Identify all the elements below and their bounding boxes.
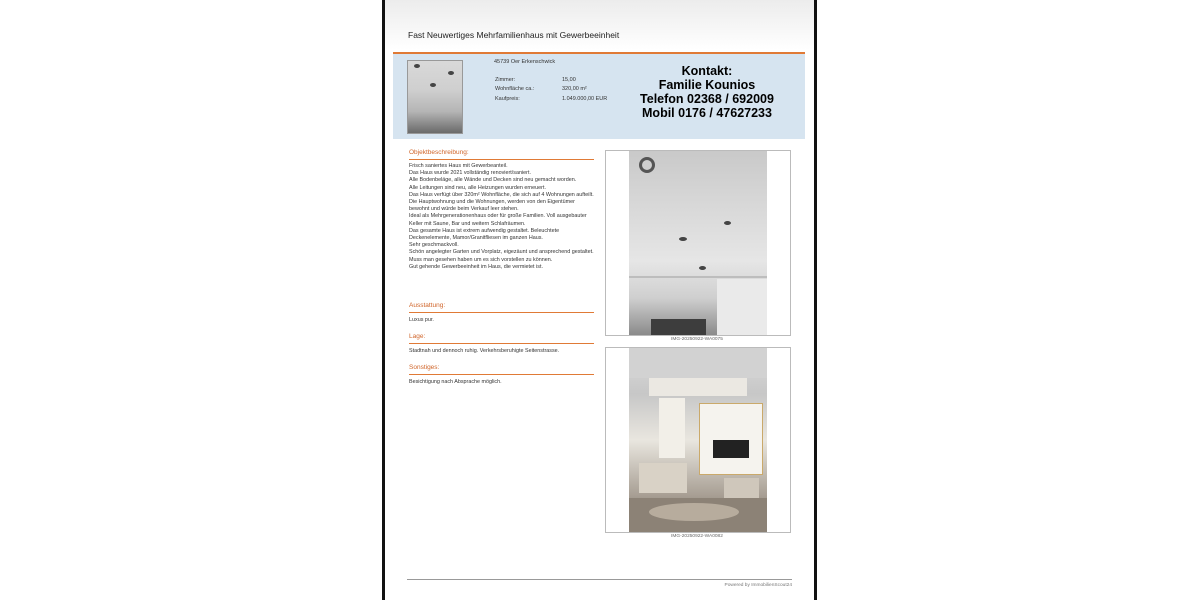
contact-block bbox=[637, 64, 777, 120]
section-title-equipment: Ausstattung: bbox=[409, 302, 446, 309]
section-title-location: Lage: bbox=[409, 333, 426, 340]
equipment-text: Luxus pur. bbox=[409, 317, 434, 323]
interior-photo-1 bbox=[629, 151, 767, 335]
section-title-description: Objektbeschreibung: bbox=[409, 149, 469, 156]
photo-frame-2 bbox=[605, 347, 791, 533]
spec-value-area: 320,00 m² bbox=[562, 86, 587, 92]
header-shade bbox=[385, 0, 814, 50]
address: 45739 Oer Erkenschwick bbox=[494, 59, 556, 65]
page-title: Fast Neuwertiges Mehrfamilienhaus mit Gewerbeeinheit bbox=[408, 30, 620, 40]
spec-value-price: 1.049.000,00 EUR bbox=[562, 96, 608, 102]
photo-caption-1: IMG-20250922-WA0075 bbox=[671, 337, 723, 342]
spec-label-price: Kaufpreis: bbox=[495, 96, 520, 102]
section-divider bbox=[409, 343, 594, 344]
interior-photo-2 bbox=[629, 348, 767, 532]
contact-phone: Telefon 02368 / 692009 bbox=[640, 92, 774, 106]
section-divider bbox=[409, 159, 594, 160]
photo-caption-2: IMG-20250922-WA0082 bbox=[671, 534, 723, 539]
thumbnail-image bbox=[407, 60, 463, 134]
spec-label-rooms: Zimmer: bbox=[495, 77, 516, 83]
footer-credit: Powered by ImmobilienScout24 bbox=[724, 583, 792, 588]
spec-label-area: Wohnfläche ca.: bbox=[495, 86, 535, 92]
contact-heading: Kontakt: bbox=[681, 64, 733, 78]
description-text: Frisch saniertes Haus mit Gewerbeanteil. Das Haus wurde 2021 vollständig renoviert/saniert. Alle Bodenbeläge, alle Wände und Decken sind neu gemacht worden. Alle Leitungen sind neu, alle Heizungen wurden erneuert. Das Haus verfügt über 320m² Wohnfläche, die sich auf 4 Wohnungen aufteilt. Die Hauptwohnung und die Wohnungen, werden von den Eigentümer bewohnt und würde beim Verkauf leer stehen. Ideal als Mehrgenerationenhaus oder für große Familien. Voll ausgebauter Keller mit Saune, Bar und weitern Schlafräumen. Das gesamte Haus ist extrem aufwendig gestaltet. Beleuchtete Deckenelemente, Mamor/Granitfliesen im ganzen Haus. Sehr geschmackvoll. Schön angelegter Garten und Vorplatz, eigezäunt und ansprechend gestaltet. Muss man gesehen haben um es sich vorstellen zu können. Gut gehende Gewerbeeinheit im Haus, die vermietet ist. bbox=[409, 163, 594, 270]
section-title-other: Sonstiges: bbox=[409, 364, 440, 371]
contact-name: Familie Kounios bbox=[658, 78, 756, 92]
section-divider bbox=[409, 374, 594, 375]
viewer-border-right bbox=[814, 0, 817, 600]
contact-mobile: Mobil 0176 / 47627233 bbox=[642, 106, 772, 120]
location-text: Stadtnah und dennoch ruhig. Verkehrsberuhigte Seitenstrasse. bbox=[409, 348, 560, 354]
document-page bbox=[385, 0, 814, 600]
spec-value-rooms: 15,00 bbox=[562, 77, 576, 83]
footer-divider bbox=[407, 579, 792, 580]
section-divider bbox=[409, 312, 594, 313]
other-text: Besichtigung nach Absprache möglich. bbox=[409, 379, 502, 385]
photo-frame-1 bbox=[605, 150, 791, 336]
info-box bbox=[393, 54, 805, 139]
